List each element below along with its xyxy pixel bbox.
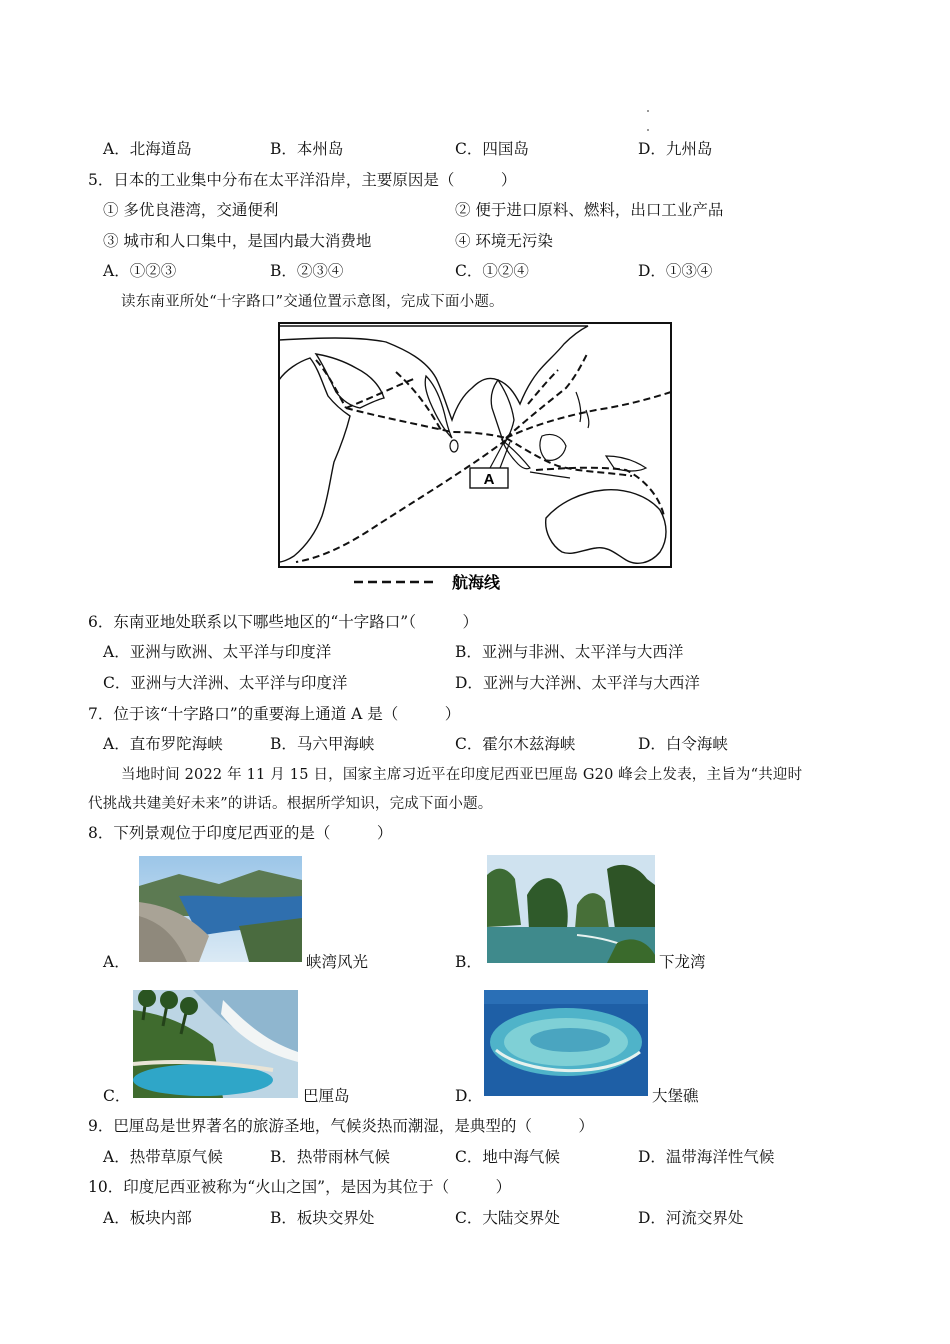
q5-statement-1: ① 多优良港湾，交通便利 [103, 201, 279, 219]
great-barrier-reef-photo [484, 990, 648, 1096]
q9-option-b[interactable]: B．热带雨林气候 [270, 1148, 390, 1166]
q7-stem: 7．位于该“十字路口”的重要海上通道 A 是（ ） [88, 705, 461, 723]
q8-option-a-letter[interactable]: A． [103, 953, 130, 971]
label-a-text: A [483, 471, 495, 488]
sea-route-map [276, 320, 676, 600]
news-intro-line2: 代挑战共建美好未来”的讲话。根据所学知识，完成下面小题。 [88, 796, 493, 812]
q8-option-c-caption: 巴厘岛 [303, 1087, 350, 1105]
q9-option-a[interactable]: A．热带草原气候 [103, 1148, 223, 1166]
q10-option-c[interactable]: C．大陆交界处 [455, 1209, 560, 1227]
q5-option-b[interactable]: B．②③④ [270, 262, 344, 280]
q5-stem: 5．日本的工业集中分布在太平洋沿岸，主要原因是（ ） [88, 171, 517, 189]
q8-option-b-letter[interactable]: B． [455, 953, 482, 971]
q7-option-b[interactable]: B．马六甲海峡 [270, 735, 375, 753]
q8-option-c-letter[interactable]: C． [103, 1087, 131, 1105]
q7-option-a[interactable]: A．直布罗陀海峡 [103, 735, 223, 753]
q4-option-d[interactable]: D．九州岛 [638, 140, 713, 158]
scan-dot [647, 110, 649, 112]
q10-option-b[interactable]: B．板块交界处 [270, 1209, 375, 1227]
legend-label: 航海线 [452, 573, 501, 592]
q8-option-d-letter[interactable]: D． [455, 1087, 483, 1105]
q10-option-d[interactable]: D．河流交界处 [638, 1209, 744, 1227]
q4-option-c[interactable]: C．四国岛 [455, 140, 529, 158]
q4-option-b[interactable]: B．本州岛 [270, 140, 344, 158]
q5-statement-3: ③ 城市和人口集中，是国内最大消费地 [103, 232, 372, 250]
q6-option-d[interactable]: D．亚洲与大洋洲、太平洋与大西洋 [455, 674, 700, 692]
q10-option-a[interactable]: A．板块内部 [103, 1209, 192, 1227]
halong-bay-photo [487, 855, 655, 963]
q7-option-d[interactable]: D．白令海峡 [638, 735, 728, 753]
q9-option-d[interactable]: D．温带海洋性气候 [638, 1148, 775, 1166]
q8-option-a-caption: 峡湾风光 [306, 953, 369, 971]
news-intro-line1: 当地时间 2022 年 11 月 15 日，国家主席习近平在印度尼西亚巴厘岛 G20 峰会上发表，主旨为“共迎时 [121, 767, 803, 783]
q6-option-a[interactable]: A．亚洲与欧洲、太平洋与印度洋 [103, 643, 332, 661]
q10-stem: 10．印度尼西亚被称为“火山之国”，是因为其位于（ ） [88, 1178, 512, 1196]
q5-option-c[interactable]: C．①②④ [455, 262, 529, 280]
q5-statement-2: ② 便于进口原料、燃料，出口工业产品 [455, 201, 724, 219]
q7-option-c[interactable]: C．霍尔木兹海峡 [455, 735, 576, 753]
q6-option-b[interactable]: B．亚洲与非洲、太平洋与大西洋 [455, 643, 684, 661]
q5-statement-4: ④ 环境无污染 [455, 232, 553, 250]
fjord-photo [139, 856, 302, 962]
q8-option-b-caption: 下龙湾 [659, 953, 706, 971]
map-intro: 读东南亚所处“十字路口”交通位置示意图，完成下面小题。 [121, 294, 504, 310]
q9-option-c[interactable]: C．地中海气候 [455, 1148, 560, 1166]
q6-stem: 6．东南亚地处联系以下哪些地区的“十字路口”（ ） [88, 613, 478, 631]
q5-option-a[interactable]: A．①②③ [103, 262, 177, 280]
q5-option-d[interactable]: D．①③④ [638, 262, 713, 280]
q9-stem: 9．巴厘岛是世界著名的旅游圣地，气候炎热而潮湿，是典型的（ ） [88, 1117, 594, 1135]
q6-option-c[interactable]: C．亚洲与大洋洲、太平洋与印度洋 [103, 674, 348, 692]
scan-dot [647, 129, 649, 131]
bali-photo [133, 990, 298, 1098]
q8-stem: 8．下列景观位于印度尼西亚的是（ ） [88, 824, 393, 842]
q8-option-d-caption: 大堡礁 [652, 1087, 699, 1105]
q4-option-a[interactable]: A．北海道岛 [103, 140, 192, 158]
